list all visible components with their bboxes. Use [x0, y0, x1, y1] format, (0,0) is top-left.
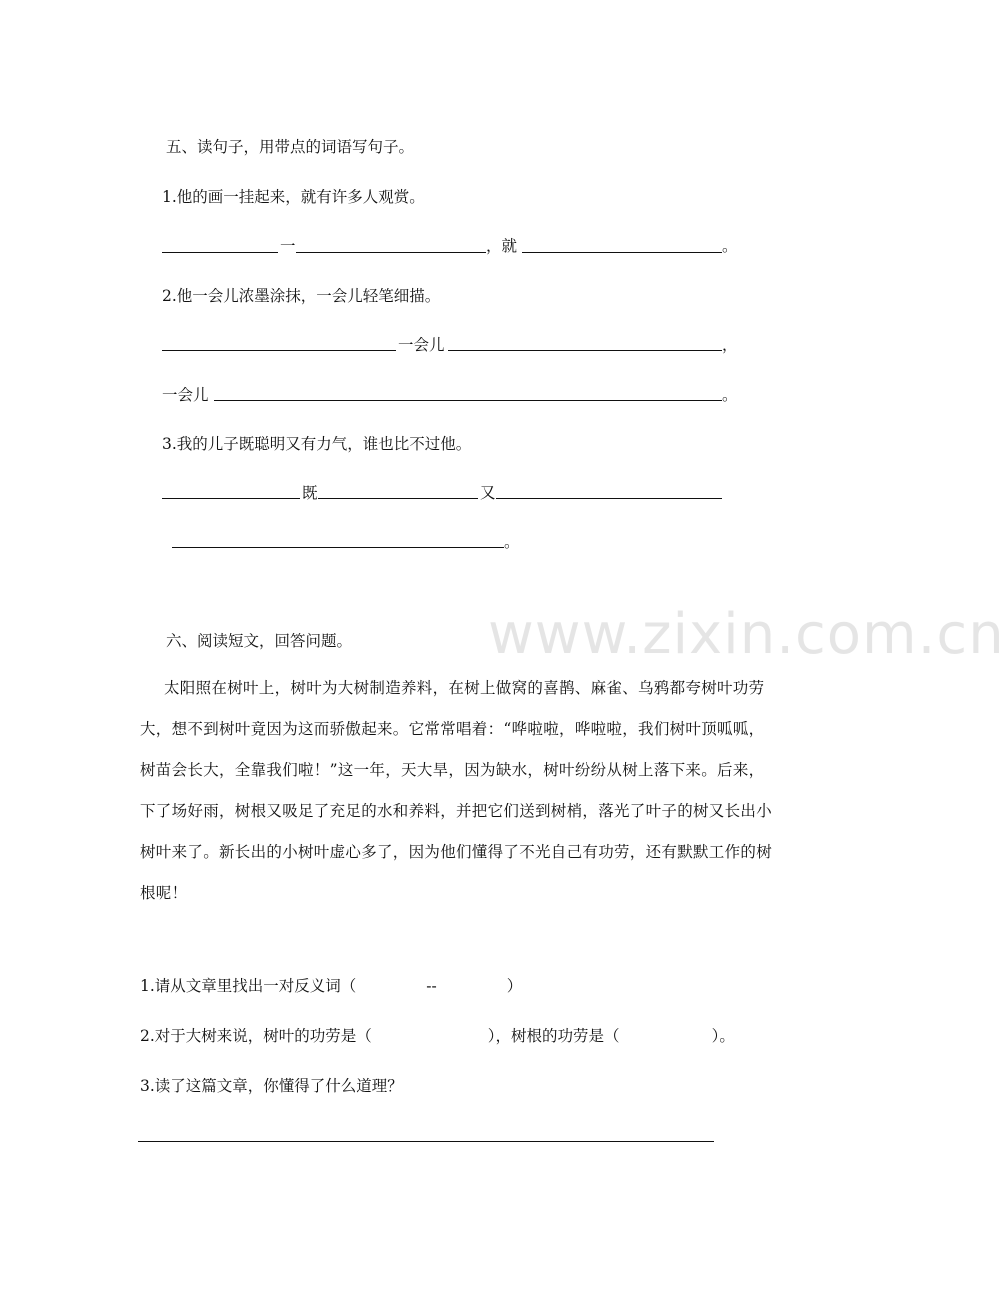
- reading-q1-dash: --: [426, 977, 437, 995]
- q3-sentence: 3.我的儿子既聪明又有力气，谁也比不过他。: [162, 435, 472, 453]
- q1-word-jiu: ，就: [486, 237, 518, 255]
- section-6-title: 六、阅读短文，回答问题。: [166, 632, 353, 650]
- q1-word-yi: 一: [280, 237, 296, 255]
- q1-sentence: 1.他的画一挂起来，就有许多人观赏。: [162, 188, 425, 206]
- reading-q1-close: ）: [506, 977, 523, 995]
- q1-end: 。: [722, 237, 738, 255]
- q2-sentence: 2.他一会儿浓墨涂抹，一会儿轻笔细描。: [162, 287, 441, 305]
- section-5-title: 五、读句子，用带点的词语写句子。: [166, 138, 415, 156]
- answer-line[interactable]: [162, 350, 396, 351]
- q2-word-yihuier-2: 一会儿: [162, 386, 209, 404]
- answer-line[interactable]: [162, 498, 300, 499]
- reading-q2-close: ）。: [711, 1027, 735, 1045]
- answer-line[interactable]: [138, 1141, 714, 1142]
- answer-line[interactable]: [172, 547, 504, 548]
- reading-q3: 3.读了这篇文章，你懂得了什么道理？: [140, 1077, 403, 1095]
- answer-line[interactable]: [318, 498, 478, 499]
- q2-end: 。: [722, 386, 738, 404]
- watermark: www.zixin.com.cn: [488, 602, 1005, 667]
- answer-line[interactable]: [296, 252, 486, 253]
- q2-comma: ，: [722, 336, 738, 354]
- q3-word-you: 又: [480, 484, 496, 502]
- answer-line[interactable]: [522, 252, 722, 253]
- answer-line[interactable]: [496, 498, 722, 499]
- answer-line[interactable]: [214, 400, 722, 401]
- q3-end: 。: [504, 533, 520, 551]
- reading-q1-text: 1.请从文章里找出一对反义词（: [140, 977, 357, 995]
- answer-line[interactable]: [448, 350, 722, 351]
- reading-q2-mid: ），树根的功劳是（: [487, 1027, 620, 1045]
- reading-passage: 太阳照在树叶上，树叶为大树制造养料，在树上做窝的喜鹊、麻雀、乌鸦都夸树叶功劳大，想不到树叶竟因为这而骄傲起来。它常常唱着：“哗啦啦，哗啦啦，我们树叶顶呱呱，树苗会长大，全靠我们啦！”这一年，天大旱，因为缺水，树叶纷纷从树上落下来。后来，下了场好雨，树根又吸足了充足的水和养料，并把它们送到树梢，落光了叶子的树又长出小树叶来了。新长出的小树叶虚心多了，因为他们懂得了不光自己有功劳，还有默默工作的树根呢！: [140, 679, 773, 902]
- reading-q1: [140, 976, 522, 996]
- q3-word-ji: 既: [302, 484, 318, 502]
- reading-q2: [140, 1026, 735, 1046]
- answer-line[interactable]: [162, 252, 278, 253]
- reading-q2-text: 2.对于大树来说，树叶的功劳是（: [140, 1027, 372, 1045]
- q2-word-yihuier: 一会儿: [398, 336, 445, 354]
